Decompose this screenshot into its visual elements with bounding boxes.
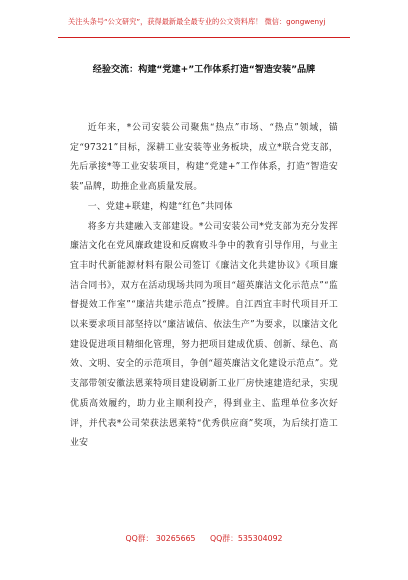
footer-qq-group-2: QQ群：535304092 — [210, 534, 283, 543]
document-title: 经验交流：构建“党建+”工作体系打造“智造安装”品牌 — [92, 65, 316, 75]
footer-qq-group-1: QQ群： 30265665 — [125, 534, 196, 543]
intro-paragraph: 近年来，*公司安装公司聚焦“热点”市场、“热点”领域，锚定“97321”目标，深耕工业安装等业务板块，成立*联合党支部，先后承接*等工业安装项目，构建“党建+”工作体系，打造“智造安装”品牌，助推企业高质量发展。 — [70, 123, 338, 193]
footer-contact — [58, 533, 350, 544]
header-divider — [58, 37, 350, 38]
document-body — [70, 119, 338, 454]
header-notice: 关注头条号“公文研究”，获得最新最全最专业的公文资料库！ 微信：gongwenyj — [68, 17, 326, 26]
section-heading: 一、党建+联建，构建“红色”共同体 — [87, 201, 233, 212]
body-paragraph: 将多方共建融入支部建设。*公司安装公司*党支部为充分发挥廉洁文化在党风廉政建设和反腐败斗争中的教育引导作用，与业主宜丰时代新能源材料有限公司签订《廉洁文化共建协议》《项目廉洁合同书》，双方在活动现场共同为项目“超英廉洁文化示范点”“监督提效工作室”“廉洁共建示范点”授牌。自江西宜丰时代项目开工以来要求项目部坚持以“廉洁诚信、依法生产”为要求，以廉洁文化建设促进项目精细化管理，努力把项目建成优质、创新、绿色、高效、文明、安全的示范项目，争创“超英廉洁文化建设示范点”。党支部带领安徽法恩莱特项目建设刷新工业厂房快速建造纪录，实现优质高效履约，助力业主顺利投产，得到业主、监理单位多次好评，并代表*公司荣获法恩莱特“优秀供应商”奖项，为后续打造工业安 — [70, 221, 338, 449]
